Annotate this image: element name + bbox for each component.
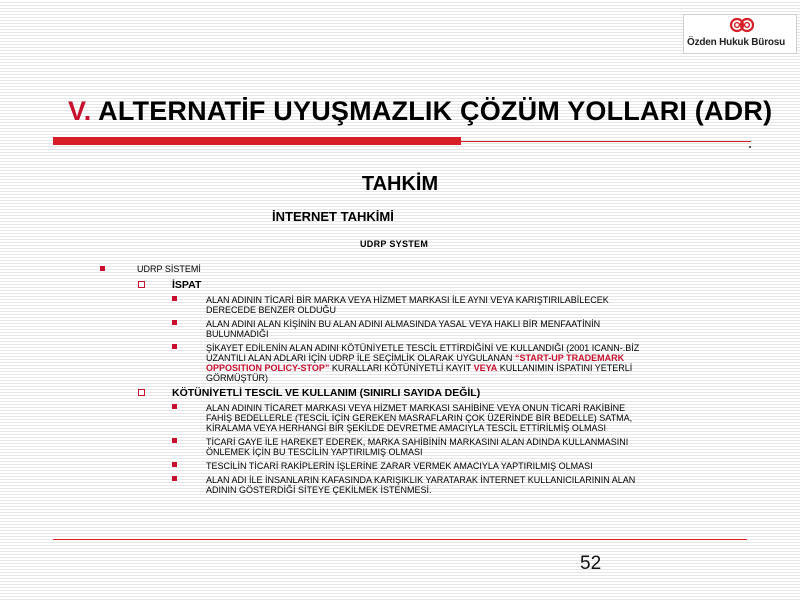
outline-subitem bbox=[100, 461, 646, 471]
title-underline-line bbox=[461, 141, 751, 142]
section-heading: TAHKİM bbox=[361, 173, 439, 195]
outline-text: ALAN ADI İLE İNSANLARIN KAFASINDA KARIŞIKLIK YARATARAK İNTERNET KULLANICILARININ ALAN ADININ GÖSTERDİĞİ SİTEYE ÇEKİLMEK İSTENMESİ. bbox=[206, 475, 636, 495]
title-underline-bar bbox=[53, 137, 461, 145]
outline-item-kotuniyet bbox=[100, 387, 750, 399]
slide-title bbox=[68, 96, 772, 127]
title-roman-numeral: V. bbox=[68, 96, 92, 126]
outline-text-part: ŞİKAYET EDİLENİN ALAN ADINI KÖTÜNİYETLE TESCİL ETTİRDİĞİNİ VE KULLANDIĞI (2001 ICANN-.BİZ UZANTILI ALAN ADLARI İÇİN UDRP İLE SEÇİMLİK OLARAK UYGULANAN bbox=[206, 343, 640, 363]
divider-dot bbox=[749, 146, 751, 148]
outline-subitem bbox=[100, 343, 646, 383]
outline-item-udrp bbox=[100, 264, 750, 274]
outline-item-ispat bbox=[100, 279, 750, 291]
outline-subitem bbox=[100, 475, 646, 495]
page-number: 52 bbox=[580, 553, 602, 574]
outline-text: KÖTÜNİYETLİ TESCİL VE KULLANIM (SINIRLI SAYIDA DEĞİL) bbox=[172, 387, 481, 399]
outline-text: TİCARİ GAYE İLE HAREKET EDEREK, MARKA SAHİBİNİN MARKASINI ALAN ADINDA KULLANMASINI ÖNLEMEK İÇİN BU TESCİLİN YAPTIRILMIŞ OLMASI bbox=[206, 437, 629, 457]
bullet-square-icon bbox=[172, 344, 177, 349]
outline-text: ALAN ADININ TİCARİ BİR MARKA VEYA HİZMET MARKASI İLE AYNI VEYA KARIŞTIRILABİLECEK DERECEDE BENZER OLDUĞU bbox=[206, 295, 609, 315]
bullet-square-icon bbox=[172, 404, 177, 409]
logo-text: Özden Hukuk Bürosu bbox=[687, 37, 786, 48]
bullet-square-icon bbox=[172, 438, 177, 443]
outline-text-part: KURALLARI KÖTÜNİYETLİ KAYIT bbox=[329, 363, 474, 373]
outline-text-part: KULLANIMIN İSPATINI YETERLİ GÖRMÜŞTÜR) bbox=[206, 363, 633, 383]
logo bbox=[683, 14, 797, 54]
section-subheading-2: UDRP SYSTEM bbox=[360, 239, 429, 249]
outline-subitem bbox=[100, 437, 646, 457]
outline-text: İSPAT bbox=[172, 279, 202, 291]
bullet-square-icon bbox=[172, 296, 177, 301]
outline-text: TESCİLİN TİCARİ RAKİPLERİN İŞLERİNE ZARAR VERMEK AMACIYLA YAPTIRILMIŞ OLMASI bbox=[206, 461, 593, 471]
bullet-square-icon bbox=[172, 320, 177, 325]
bullet-square-icon bbox=[100, 266, 105, 271]
outline-text: ALAN ADININ TİCARET MARKASI VEYA HİZMET MARKASI SAHİBİNE VEYA ONUN TİCARİ RAKİBİNE FAHİŞ BEDELLERLE (TESCİL İÇİN GEREKEN MASRAFLARIN ÇOK ÜZERİNDE BİR BEDELLE) SATMA, KİRALAMA VEYA HERHANGİ BİR ŞEKİLDE DEVRETME AMACIYLA TESCİL ETTİRİLMİŞ OLMASI bbox=[206, 403, 633, 433]
outline-list bbox=[100, 264, 750, 499]
bullet-square-icon bbox=[172, 462, 177, 467]
bullet-hollow-square-icon bbox=[138, 389, 145, 396]
bullet-square-icon bbox=[172, 476, 177, 481]
title-text: ALTERNATİF UYUŞMAZLIK ÇÖZÜM YOLLARI (ADR) bbox=[98, 96, 773, 126]
outline-subitem bbox=[100, 319, 646, 339]
highlighted-text: “START-UP TRADEMARK OPPOSITION POLICY-STOP” bbox=[206, 353, 625, 373]
outline-text: UDRP SİSTEMİ bbox=[137, 264, 201, 274]
outline-subitem bbox=[100, 295, 646, 315]
linked-rings-logo-icon bbox=[729, 17, 755, 33]
highlighted-text: VEYA bbox=[473, 363, 498, 373]
footer-divider bbox=[53, 539, 747, 540]
outline-subitem bbox=[100, 403, 646, 433]
bullet-hollow-square-icon bbox=[138, 281, 145, 288]
section-subheading: İNTERNET TAHKİMİ bbox=[272, 209, 394, 224]
outline-text: ALAN ADINI ALAN KİŞİNİN BU ALAN ADINI ALMASINDA YASAL VEYA HAKLI BİR MENFAATİNİN BULUNMADIĞI bbox=[206, 319, 601, 339]
